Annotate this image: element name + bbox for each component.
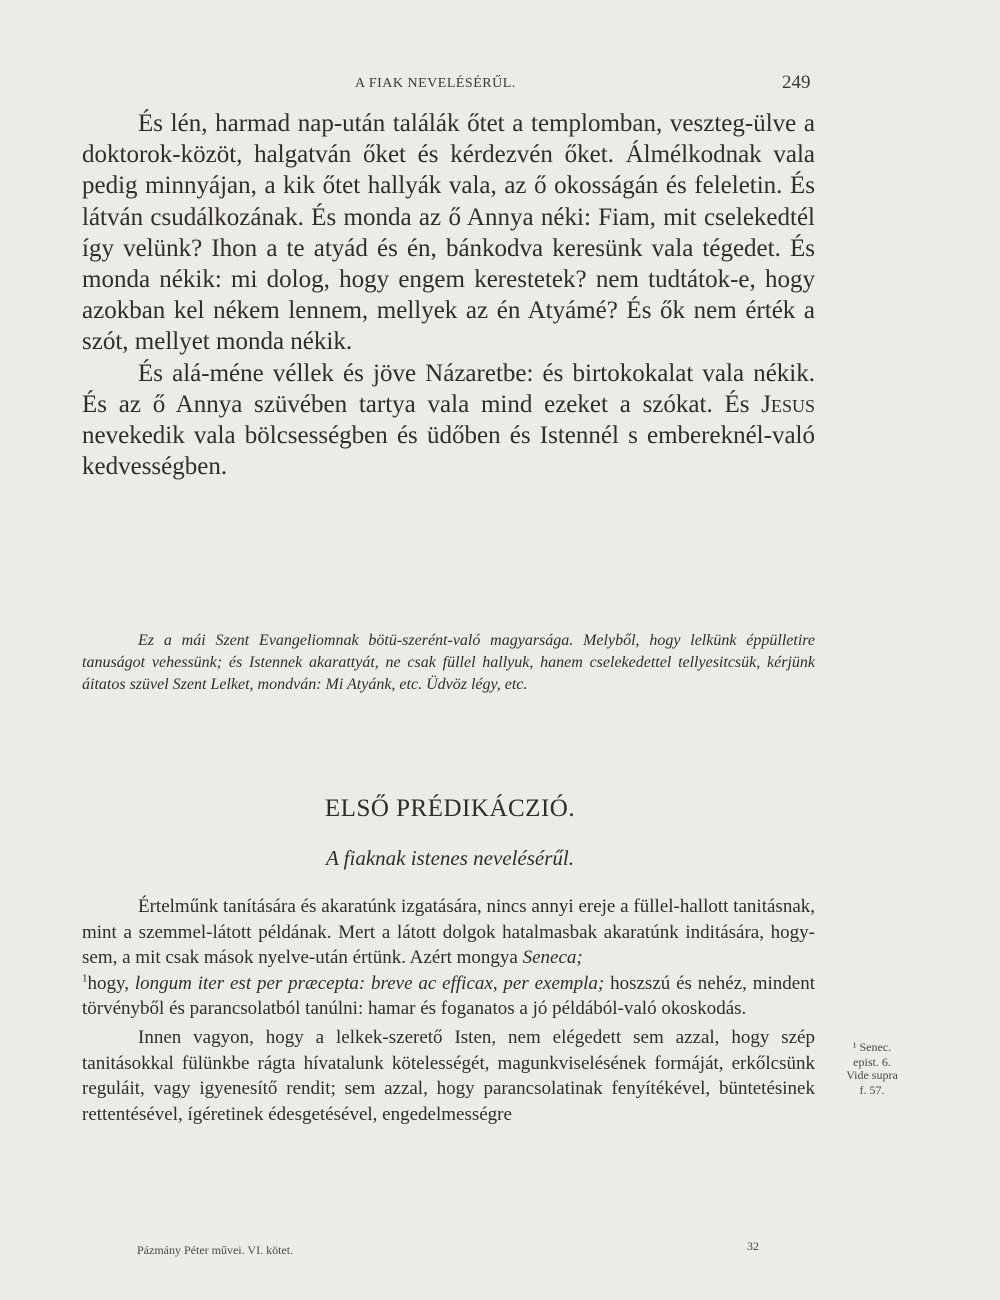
sermon-paragraph-2: Innen vagyon, hogy a lelkek-szerető Isten, nem elégedett sem azzal, hogy szép tanitásokkal fülünkbe rágta hívatalunk kötelességét, magunkviselésének formáját, erkőlcsünk reguláit, vagy igyenesítő rendit; sem azzal, hogy parancsolatinak fenyítékével, büntetésinek rettentésével, ígéretinek édesgetésével, engedelmességre xyxy=(82,1026,815,1125)
page-number: 249 xyxy=(782,72,811,93)
sermon-text xyxy=(82,894,815,1127)
gospel-paragraph-2: És alá-méne véllek és jöve Názaretbe: és birtokokalat vala nékik. És az ő Annya szüvében tartya vala mind ezeket a szókat. És Jesus nevekedik vala bölcsességben és üdőben és Istennél s embereknél-való kedvességben. xyxy=(82,359,815,481)
jesus-name: Jesus xyxy=(761,390,815,418)
margin-note-seneca: ¹ Senec. epist. 6. xyxy=(852,1040,892,1069)
gospel-text xyxy=(82,108,815,482)
sermon-paragraph-1: Értelműnk tanítására és akaratúnk izgatására, nincs annyi ereje a füllel-hallott tanitásnak, mint a szemmel-látott példának. Mert a látott dolgok hatalmasbak akaratúnk inditására, hogy-sem, a mit csak mások nyelve-után értünk. Azért mongya Seneca; $^1$hogy, longum iter est per præcepta: breve ac efficax, per exempla; hoszszú és nehéz, mindent törvényből és parancsolatból tanúlni: hamar és foganatos a jó példából-való okoskodás. xyxy=(82,896,815,1020)
prayer-note xyxy=(82,630,815,697)
margin-note-vide-supra: Vide supra f. 57. xyxy=(846,1068,898,1097)
sermon-title: ELSŐ PRÉDIKÁCZIÓ. xyxy=(324,795,576,822)
footer-signature-number: 32 xyxy=(747,1239,759,1253)
seneca-name: Seneca; xyxy=(522,947,583,969)
footer-volume-label: Pázmány Péter művei. VI. kötet. xyxy=(137,1243,294,1257)
prayer-note-text: Ez a mái Szent Evangeliomnak bötü-szerént-való magyarsága. Melyből, hogy lelkünk éppülletire tanuságot vehessünk; és Istennek akarattyát, ne csak füllel hallyuk, hanem cselekedettel tellyesitcsük, kérjünk áitatos szüvel Szent Lelket, mondván: Mi Atyánk, etc. Üdvöz légy, etc. xyxy=(82,632,815,694)
latin-quote: longum iter est per præcepta: breve ac efficax, per exempla; xyxy=(134,972,605,994)
gospel-paragraph-1: És lén, harmad nap-után találák őtet a templomban, veszteg-ülve a doktorok-közöt, halgatván őket és kérdezvén őket. Álmélkodnak vala pedig minnyájan, a kik őtet hallyák vala, az ő okosságán és feleletin. És látván csudálkozának. És monda az ő Annya néki: Fiam, mit cselekedtél így velünk? Ihon a te atyád és én, bánkodva keresünk vala tégedet. És monda nékik: mi dolog, hogy engem kerestetek? nem tudtátok-e, hogy azokban kel nékem lennem, mellyek az én Atyámé? És ők nem érték a szót, mellyet monda nékik. xyxy=(82,110,815,356)
footnote-marker: 1 xyxy=(82,972,88,985)
running-title: A FIAK NEVELÉSÉRŰL. xyxy=(355,76,516,91)
sermon-subtitle: A fiaknak istenes nevelésérűl. xyxy=(325,846,575,870)
